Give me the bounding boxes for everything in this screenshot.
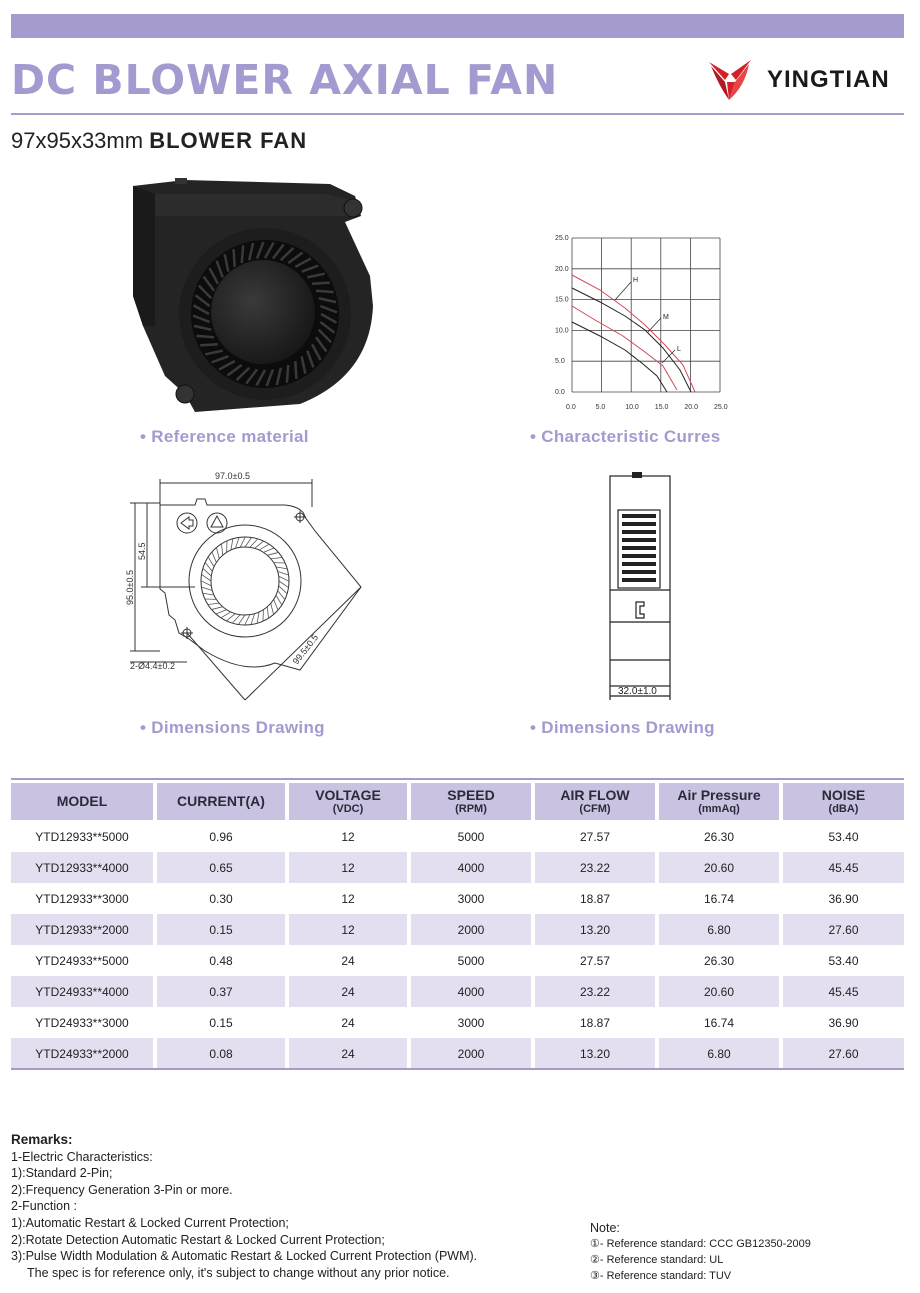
note-item: ②- Reference standard: UL — [590, 1254, 724, 1266]
fan-blade — [278, 591, 285, 600]
fan-blade — [245, 537, 252, 547]
page-title: DC BLOWER AXIAL FAN — [11, 56, 559, 104]
header-label: VOLTAGE — [315, 786, 381, 803]
curve-y-tick: 10.0 — [555, 327, 569, 335]
title-rule — [11, 113, 904, 115]
table-cell: 36.90 — [828, 1015, 859, 1030]
table-top-rule — [11, 778, 904, 780]
top-accent-bar — [11, 14, 904, 38]
fan-blade — [240, 537, 245, 547]
fan-blade — [276, 595, 282, 605]
header-label: SPEED — [447, 786, 495, 803]
fan-blade — [257, 612, 259, 623]
remarks-line: 2):Frequency Generation 3-Pin or more. — [11, 1182, 233, 1197]
fan-blade — [200, 344, 218, 345]
curve-x-tick: 20.0 — [684, 404, 699, 411]
table-row — [11, 914, 904, 945]
table-cell: 6.80 — [659, 1038, 779, 1069]
remarks-line: 1):Standard 2-Pin; — [11, 1166, 113, 1181]
fan-blade — [212, 607, 223, 610]
curve-y-tick: 0.0 — [555, 389, 565, 396]
header-unit: (VDC) — [332, 802, 364, 815]
fan-blade — [232, 615, 240, 623]
table-cell: YTD12933**4000 — [11, 852, 153, 883]
table-cell: 45.45 — [783, 976, 904, 1007]
note-title: Note: — [590, 1221, 620, 1235]
table-cell: 20.60 — [659, 852, 779, 883]
table-cell: 24 — [341, 1015, 355, 1030]
product-subtitle — [11, 128, 307, 154]
curve-label-m: M — [663, 314, 669, 321]
fan-photo — [125, 176, 385, 416]
header-unit: (mmAq) — [698, 802, 740, 815]
remarks-line: 1):Automatic Restart & Locked Current Protection; — [11, 1215, 289, 1230]
fan-blade — [279, 581, 289, 588]
table-header-cell — [157, 783, 285, 820]
fan-blade — [205, 562, 212, 571]
table-cell: 16.74 — [703, 1015, 735, 1030]
table-cell: 0.37 — [157, 976, 285, 1007]
table-cell: 3000 — [457, 891, 485, 906]
table-cell: 0.48 — [209, 953, 233, 968]
fan-blade — [312, 283, 330, 284]
fan-blade — [226, 614, 235, 621]
side-vent-slat — [622, 538, 656, 542]
curve-x-tick: 15.0 — [654, 404, 669, 411]
fan-blade — [279, 586, 287, 594]
table-cell: YTD24933**3000 — [35, 1015, 129, 1030]
note-section — [590, 1220, 811, 1284]
table-cell: 26.30 — [703, 953, 735, 968]
side-vent-slat — [622, 570, 656, 574]
table-cell: 27.60 — [783, 1038, 904, 1069]
remarks-line: 3):Pulse Width Modulation & Automatic Restart & Locked Current Protection (PWM). — [11, 1249, 478, 1264]
table-row — [11, 883, 904, 914]
header-unit: (dBA) — [828, 802, 859, 815]
table-cell: 4000 — [411, 976, 531, 1007]
fan-blade — [208, 603, 219, 604]
fan-blade — [221, 544, 222, 555]
fan-blade — [259, 544, 269, 550]
caption-dims-side: • Dimensions Drawing — [530, 718, 715, 737]
curve-y-tick: 5.0 — [555, 358, 565, 366]
side-vent-slat — [622, 554, 656, 558]
fan-blade — [216, 548, 219, 559]
fan-blade — [234, 249, 235, 267]
front-dimension-drawing — [125, 465, 370, 710]
remarks-disclaimer: The spec is for reference only, it's subject to change without any prior notice. — [27, 1265, 450, 1280]
fan-blade — [271, 603, 274, 614]
dim-height: 95.0±0.5 — [125, 570, 135, 605]
table-cell: YTD12933**3000 — [35, 891, 129, 906]
table-cell: 2000 — [411, 1038, 531, 1069]
fan-blade — [203, 593, 214, 595]
curve-label-l: L — [677, 346, 681, 353]
fan-blade — [201, 581, 211, 586]
table-row — [11, 1007, 904, 1038]
table-cell: 13.20 — [535, 914, 655, 945]
table-cell: 0.15 — [157, 914, 285, 945]
header-label: CURRENT(A) — [177, 793, 265, 809]
characteristic-curve-chart — [545, 230, 745, 415]
fan-blade — [203, 568, 211, 576]
table-cell: 20.60 — [659, 976, 779, 1007]
dim-width: 97.0±0.5 — [215, 471, 250, 481]
table-cell: 23.22 — [535, 852, 655, 883]
table-cell: 53.40 — [828, 953, 859, 968]
fan-blade — [201, 587, 212, 591]
table-row — [11, 945, 904, 976]
dim-holes: 2-Ø4.4±0.2 — [130, 661, 175, 671]
table-bottom-rule — [11, 1068, 904, 1070]
table-cell: 0.96 — [209, 829, 233, 844]
table-row — [11, 821, 904, 852]
table-cell: 53.40 — [828, 829, 859, 844]
fan-blade — [316, 291, 334, 292]
caption-dims-front: • Dimensions Drawing — [140, 718, 325, 737]
dim-depth: 32.0±1.0 — [618, 686, 657, 697]
fan-blade — [208, 557, 214, 567]
fan-blade — [274, 599, 278, 610]
side-vent-slat — [622, 522, 656, 526]
side-vent-slat — [622, 530, 656, 534]
table-cell: 4000 — [411, 852, 531, 883]
curve-x-tick: 0.0 — [566, 404, 576, 411]
remarks-section — [11, 1132, 477, 1281]
table-cell: 0.65 — [157, 852, 285, 883]
table-cell: 24 — [289, 1038, 407, 1069]
fan-blade — [267, 552, 278, 555]
note-item: ①- Reference standard: CCC GB12350-2009 — [590, 1238, 811, 1250]
fan-blade — [263, 548, 274, 552]
brand-name: YINGTIAN — [767, 66, 890, 93]
table-cell: YTD24933**5000 — [35, 953, 129, 968]
fan-blade — [242, 245, 243, 263]
header-label: Air Pressure — [677, 786, 761, 803]
table-row — [11, 976, 904, 1007]
header-unit: (RPM) — [455, 802, 487, 815]
curve-y-tick: 25.0 — [555, 235, 569, 242]
curve-y-tick: 20.0 — [555, 265, 569, 273]
table-header-cell — [535, 783, 655, 820]
caption-reference: • Reference material — [140, 427, 309, 446]
side-vent-slat — [622, 546, 656, 550]
dim-diagonal: 99.5±0.5 — [290, 632, 321, 667]
table-cell: YTD12933**2000 — [11, 914, 153, 945]
fan-blade — [231, 539, 233, 550]
remarks-line: 2):Rotate Detection Automatic Restart & Locked Current Protection; — [11, 1232, 385, 1247]
table-cell: 3000 — [457, 1015, 485, 1030]
note-item: ③- Reference standard: TUV — [590, 1270, 732, 1282]
table-cell: 5000 — [457, 829, 485, 844]
caption-curves: • Characteristic Curres — [530, 427, 721, 446]
table-cell: 12 — [341, 829, 355, 844]
table-row — [11, 1038, 904, 1069]
fan-blade — [212, 552, 216, 563]
side-dimension-drawing — [600, 470, 680, 702]
table-cell: 0.15 — [209, 1015, 233, 1030]
fan-blade — [216, 610, 227, 614]
fan-blade — [235, 537, 239, 548]
yingtian-logo-icon — [705, 56, 755, 102]
curve-x-tick: 5.0 — [595, 404, 606, 411]
side-vent-slat — [622, 578, 656, 582]
table-cell: 24 — [341, 953, 355, 968]
table-cell: 12 — [289, 852, 407, 883]
fan-blade — [245, 615, 250, 625]
table-cell: 27.57 — [579, 953, 611, 968]
fan-blade — [255, 541, 264, 548]
fan-blade — [267, 607, 268, 618]
table-cell: 45.45 — [783, 852, 904, 883]
fan-blade — [221, 612, 231, 618]
header-label: NOISE — [821, 786, 866, 803]
side-vent-slat — [622, 562, 656, 566]
table-cell: 12 — [289, 914, 407, 945]
remarks-title: Remarks: — [11, 1132, 73, 1147]
subtitle-type: BLOWER FAN — [149, 128, 308, 153]
fan-blade — [279, 576, 289, 581]
brand-logo — [705, 56, 905, 102]
table-header-cell — [11, 783, 153, 820]
table-cell: 36.90 — [828, 891, 859, 906]
curve-y-tick: 15.0 — [555, 296, 569, 304]
fan-blade — [238, 615, 245, 625]
fan-blade — [201, 574, 211, 581]
table-header-cell — [411, 783, 531, 820]
fan-blade — [250, 539, 258, 547]
table-cell: 23.22 — [535, 976, 655, 1007]
table-cell: YTD24933**4000 — [11, 976, 153, 1007]
table-cell: YTD12933**5000 — [35, 829, 129, 844]
table-row — [11, 852, 904, 883]
table-cell: 24 — [289, 976, 407, 1007]
curve-m-red — [572, 306, 677, 390]
table-header-cell — [659, 783, 779, 820]
dim-inner: 54.5 — [137, 542, 147, 560]
table-cell: 0.30 — [209, 891, 233, 906]
table-cell: 5000 — [457, 953, 485, 968]
header-label: AIR FLOW — [560, 786, 630, 803]
fan-blade — [287, 365, 288, 383]
fan-blade — [196, 336, 214, 337]
table-cell: 27.57 — [579, 829, 611, 844]
table-cell: YTD24933**2000 — [11, 1038, 153, 1069]
fan-blade — [251, 614, 255, 625]
remarks-line: 2-Function : — [11, 1199, 78, 1214]
table-cell: 0.08 — [157, 1038, 285, 1069]
table-cell: 27.60 — [783, 914, 904, 945]
curve-x-tick: 25.0 — [714, 404, 728, 411]
header-label: MODEL — [56, 793, 108, 809]
table-cell: 6.80 — [659, 914, 779, 945]
table-cell: 2000 — [411, 914, 531, 945]
table-header-cell — [783, 783, 904, 820]
fan-blade — [278, 571, 289, 575]
fan-blade — [276, 567, 287, 569]
header-unit: (CFM) — [579, 802, 611, 815]
curve-label-h: H — [633, 277, 639, 284]
table-cell: 16.74 — [703, 891, 735, 906]
table-cell: 12 — [341, 891, 355, 906]
table-cell: 18.87 — [579, 891, 611, 906]
curve-h-red — [572, 275, 695, 392]
subtitle-size: 97x95x33mm — [11, 128, 144, 153]
table-cell: 13.20 — [535, 1038, 655, 1069]
fan-blade — [295, 361, 296, 379]
side-vent-slat — [622, 514, 656, 518]
table-cell: 18.87 — [579, 1015, 611, 1030]
table-cell: 26.30 — [703, 829, 735, 844]
curve-x-tick: 10.0 — [625, 404, 639, 411]
table-header-cell — [289, 783, 407, 820]
remarks-line: 1-Electric Characteristics: — [11, 1149, 153, 1164]
fan-blade — [271, 557, 282, 558]
